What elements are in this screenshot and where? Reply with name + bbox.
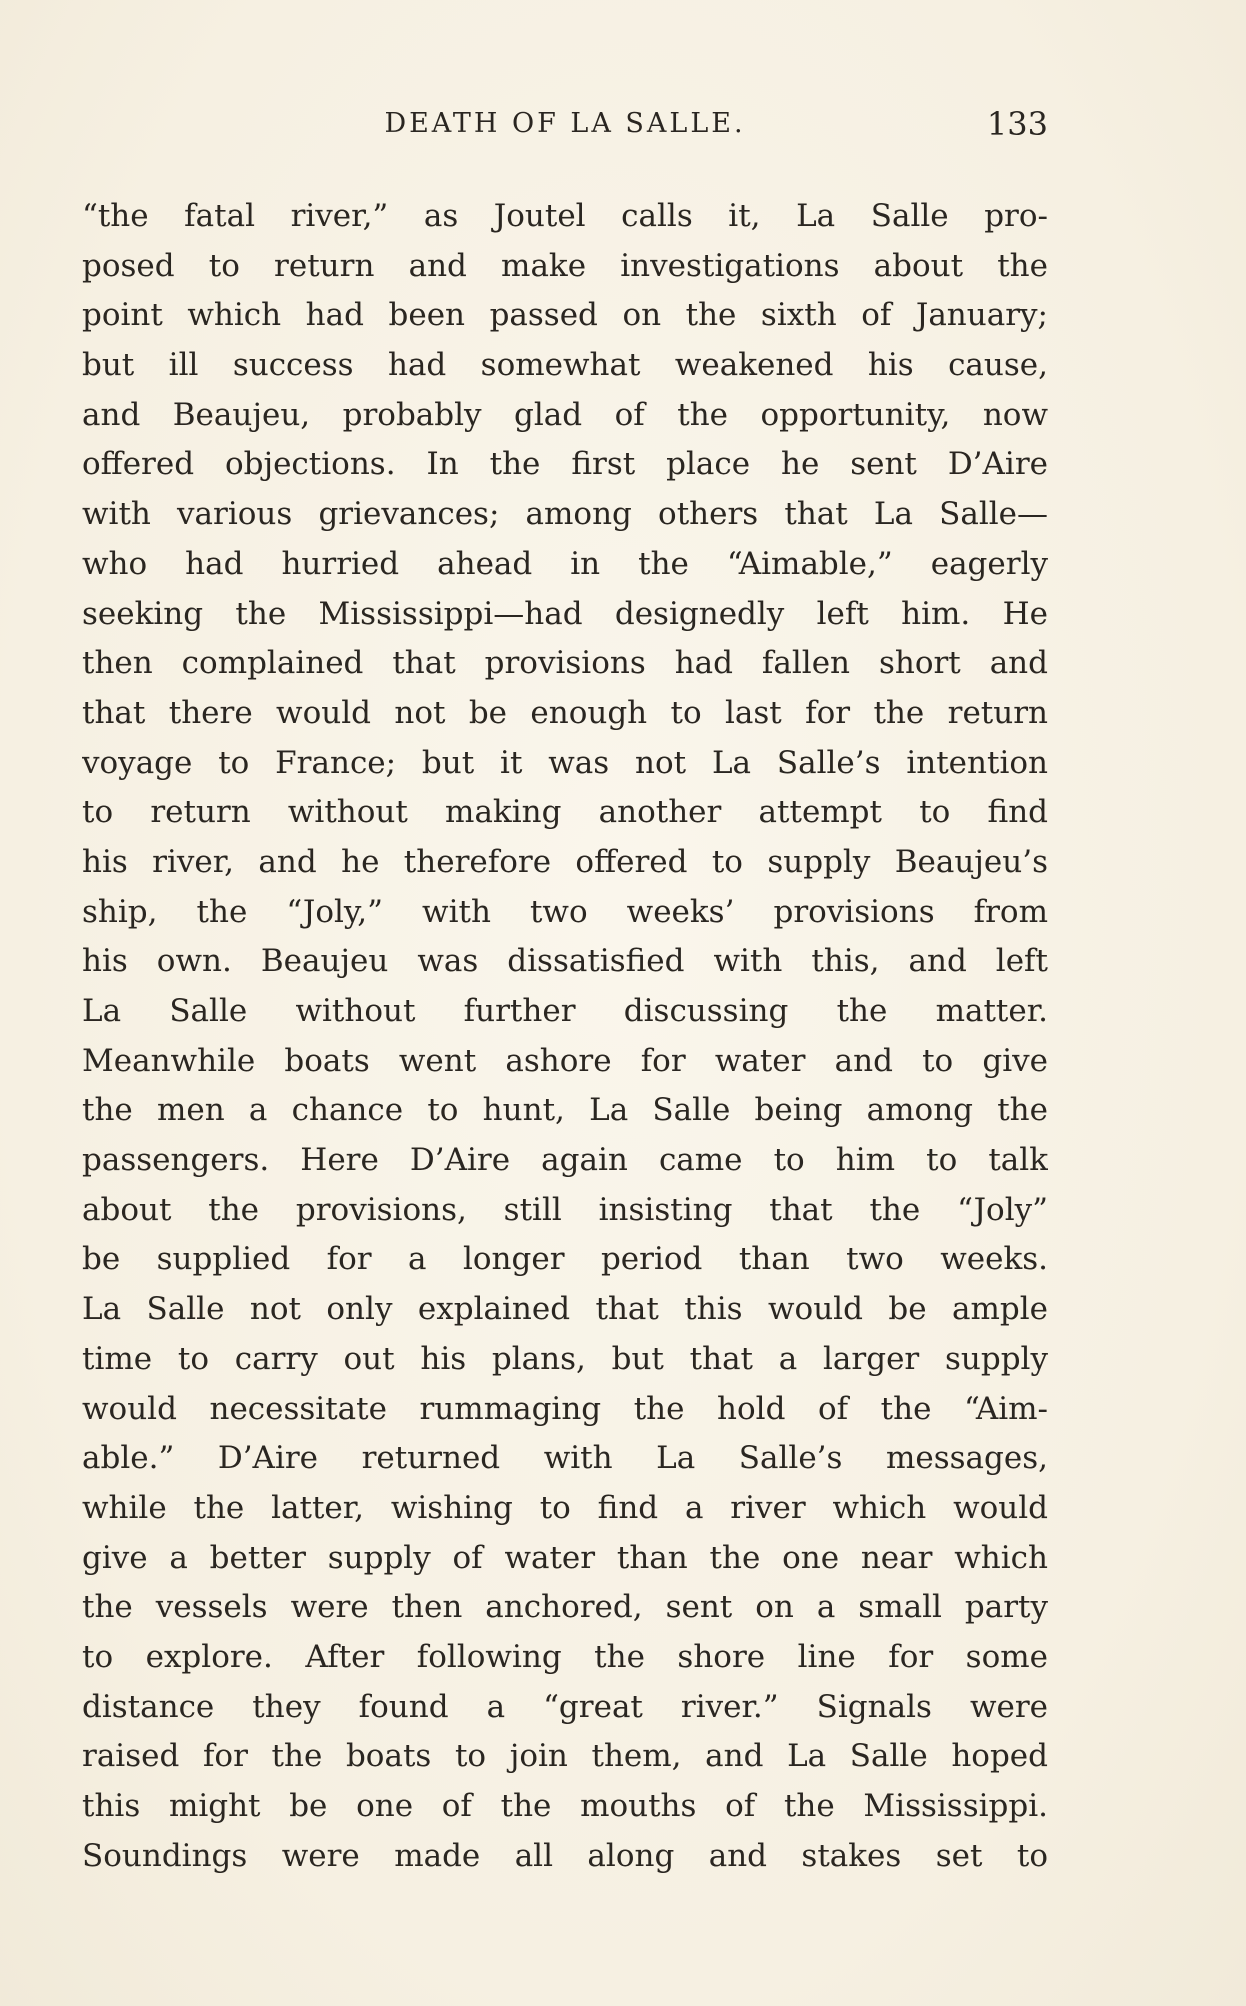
- text-line: and Beaujeu, probably glad of the opportunity, now: [82, 396, 1048, 433]
- text-line: able.” D’Aire returned with La Salle’s messages,: [82, 1440, 1048, 1477]
- text-line: La Salle not only explained that this would be ample: [82, 1291, 1048, 1328]
- running-head: DEATH OF LA SALLE.: [384, 108, 746, 139]
- text-line: then complained that provisions had fallen short and: [82, 645, 1048, 682]
- text-line: to explore. After following the shore line for some: [82, 1638, 1048, 1675]
- body-text: [82, 192, 1048, 1881]
- text-line: while the latter, wishing to find a river which would: [82, 1489, 1048, 1526]
- text-line: about the provisions, still insisting that the “Joly”: [82, 1191, 1048, 1228]
- text-line: seeking the Mississippi—had designedly left him. He: [82, 595, 1048, 632]
- text-line: the vessels were then anchored, sent on a small party: [82, 1589, 1048, 1626]
- text-line: be supplied for a longer period than two weeks.: [82, 1241, 1048, 1278]
- text-line: the men a chance to hunt, La Salle being among the: [82, 1092, 1048, 1129]
- text-line: posed to return and make investigations about the: [82, 247, 1048, 284]
- text-line: who had hurried ahead in the “Aimable,” eagerly: [82, 545, 1048, 582]
- page-header: [82, 104, 1048, 144]
- text-line: but ill success had somewhat weakened his cause,: [82, 347, 1048, 384]
- text-line: to return without making another attempt to find: [82, 794, 1048, 831]
- text-line: this might be one of the mouths of the Mississippi.: [82, 1788, 1048, 1824]
- text-line: would necessitate rummaging the hold of the “Aim-: [82, 1390, 1048, 1427]
- text-line: raised for the boats to join them, and La Salle hoped: [82, 1738, 1048, 1775]
- text-line: offered objections. In the first place he sent D’Aire: [82, 446, 1048, 483]
- page-number: 133: [986, 105, 1048, 143]
- text-line: give a better supply of water than the one near which: [82, 1539, 1048, 1576]
- text-line: his own. Beaujeu was dissatisfied with this, and left: [82, 943, 1048, 980]
- text-line: with various grievances; among others that La Salle—: [82, 496, 1048, 533]
- text-line: “the fatal river,” as Joutel calls it, La Salle pro-: [82, 198, 1048, 234]
- text-line: passengers. Here D’Aire again came to him to talk: [82, 1142, 1048, 1179]
- text-line: ship, the “Joly,” with two weeks’ provisions from: [82, 893, 1048, 930]
- text-line: time to carry out his plans, but that a larger supply: [82, 1340, 1048, 1377]
- text-line: voyage to France; but it was not La Salle’s intention: [82, 744, 1048, 781]
- text-line: distance they found a “great river.” Signals were: [82, 1688, 1048, 1725]
- text-line: Meanwhile boats went ashore for water and to give: [82, 1042, 1048, 1079]
- text-line: La Salle without further discussing the matter.: [82, 993, 1048, 1029]
- text-line: Soundings were made all along and stakes set to: [82, 1837, 1048, 1874]
- text-line: that there would not be enough to last for the return: [82, 694, 1048, 731]
- text-line: point which had been passed on the sixth of January;: [82, 297, 1048, 334]
- text-line: his river, and he therefore offered to supply Beaujeu’s: [82, 843, 1048, 880]
